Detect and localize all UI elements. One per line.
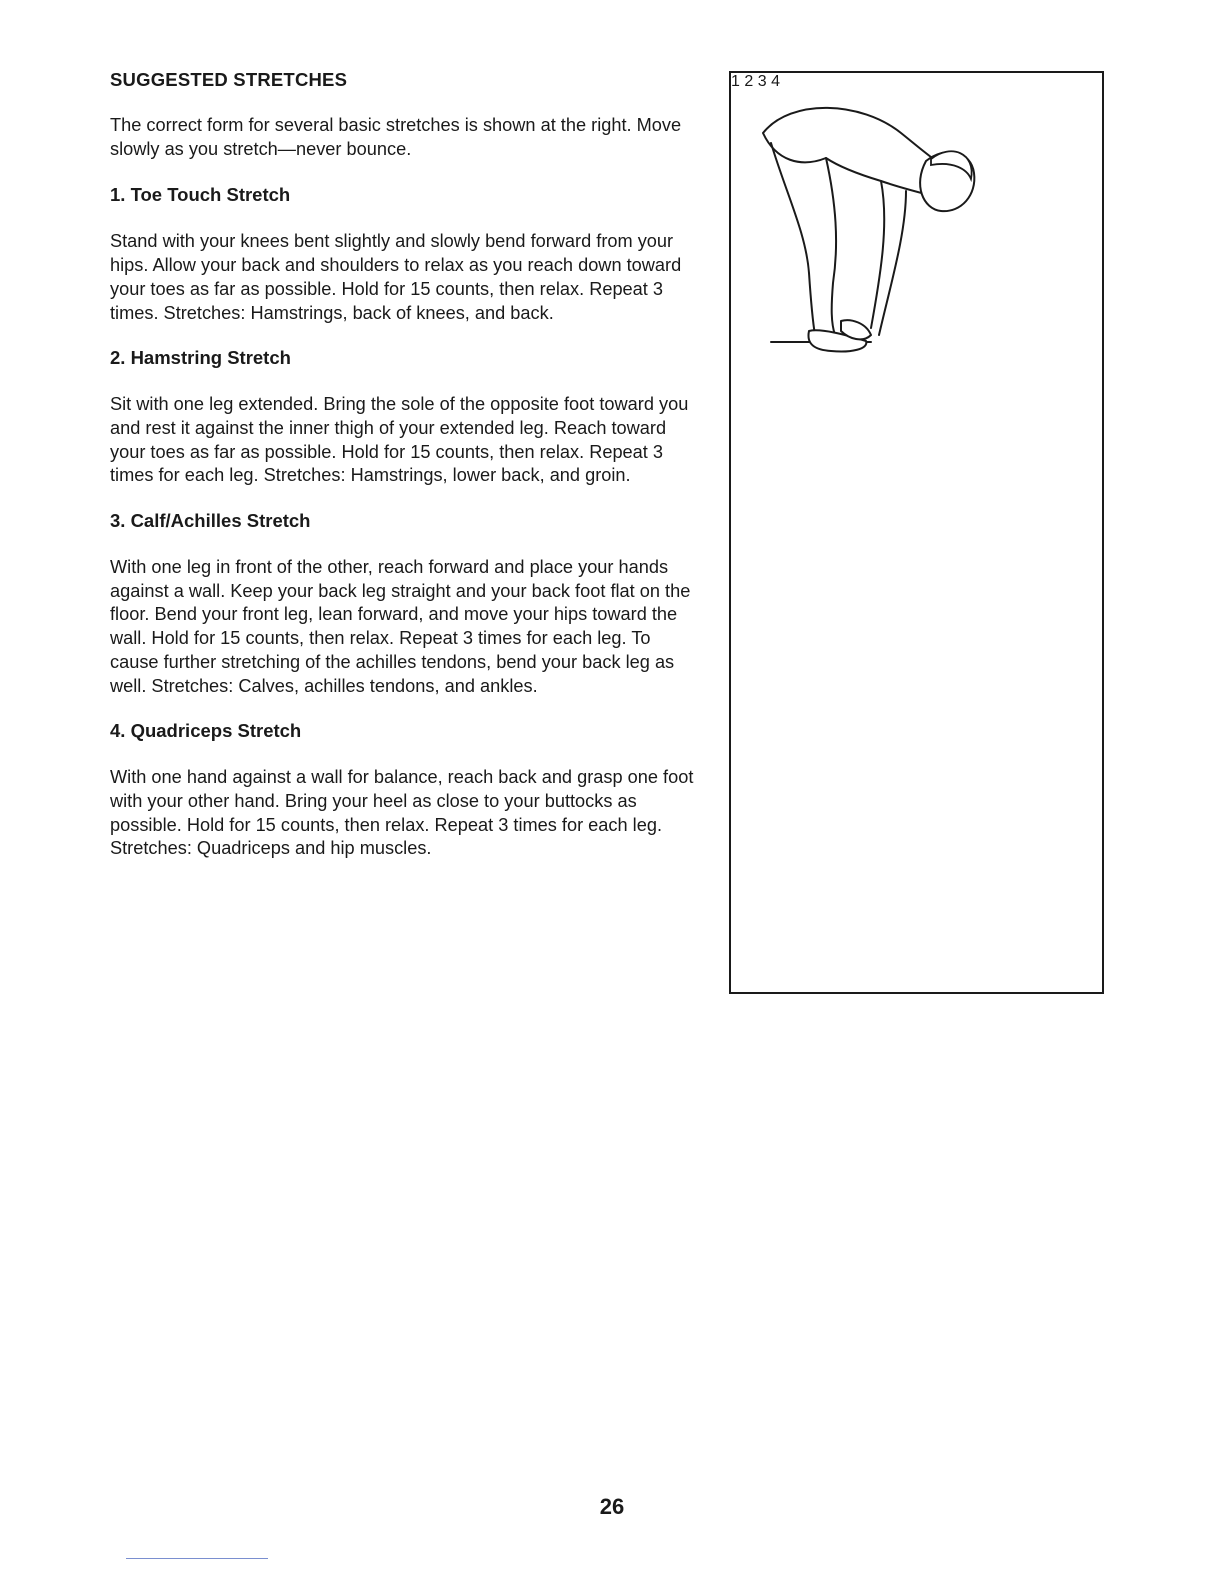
figure-label-4: 4 xyxy=(771,73,780,90)
stretch-illustrations xyxy=(731,73,1102,992)
toe-touch-figure xyxy=(763,108,974,352)
page-number: 26 xyxy=(599,1494,625,1519)
footer-rule xyxy=(126,1558,268,1559)
stretch-title-toe-touch: 1. Toe Touch Stretch xyxy=(110,184,291,206)
section-heading: SUGGESTED STRETCHES xyxy=(110,69,348,90)
figure-label-3: 3 xyxy=(757,73,767,90)
stretch-body-hamstring: Sit with one leg extended. Bring the sole of the opposite foot toward you and rest it against the inner thigh of your extended leg. Reach toward your toes as far as possible. Hold for 15 counts, then relax. Repeat 3 times for each leg. Stretches: Hamstrings, lower back, and groin. xyxy=(110,394,689,486)
stretch-body-toe-touch: Stand with your knees bent slightly and slowly bend forward from your hips. Allow your back and shoulders to relax as you reach down toward your toes as far as possible. Hold for 15 counts, then relax. Repeat 3 times. Stretches: Hamstrings, back of knees, and back. xyxy=(110,231,682,323)
stretch-title-quadriceps: 4. Quadriceps Stretch xyxy=(110,720,302,742)
text-column xyxy=(110,68,700,882)
stretch-title-hamstring: 2. Hamstring Stretch xyxy=(110,347,291,369)
stretch-body-quadriceps: With one hand against a wall for balance, reach back and grasp one foot with your other hand. Bring your heel as close to your buttocks as possible. Hold for 15 counts, then relax. Repeat 3 times for each leg. Stretches: Quadriceps and hip muscles. xyxy=(110,767,694,859)
stretch-illustration-panel xyxy=(729,71,1104,994)
intro-paragraph: The correct form for several basic stretches is shown at the right. Move slowly as you stretch—never bounce. xyxy=(110,115,682,159)
stretch-body-calf-achilles: With one leg in front of the other, reach forward and place your hands against a wall. Keep your back leg straight and your back foot flat on the floor. Bend your front leg, lean forward, and move your hips toward the wall. Hold for 15 counts, then relax. Repeat 3 times for each leg. To cause further stretching of the achilles tendons, bend your back leg as well. Stretches: Calves, achilles tendons, and ankles. xyxy=(110,557,691,696)
figure-label-1: 1 xyxy=(731,73,740,90)
stretch-title-calf-achilles: 3. Calf/Achilles Stretch xyxy=(110,510,311,532)
figure-label-2: 2 xyxy=(744,73,754,90)
